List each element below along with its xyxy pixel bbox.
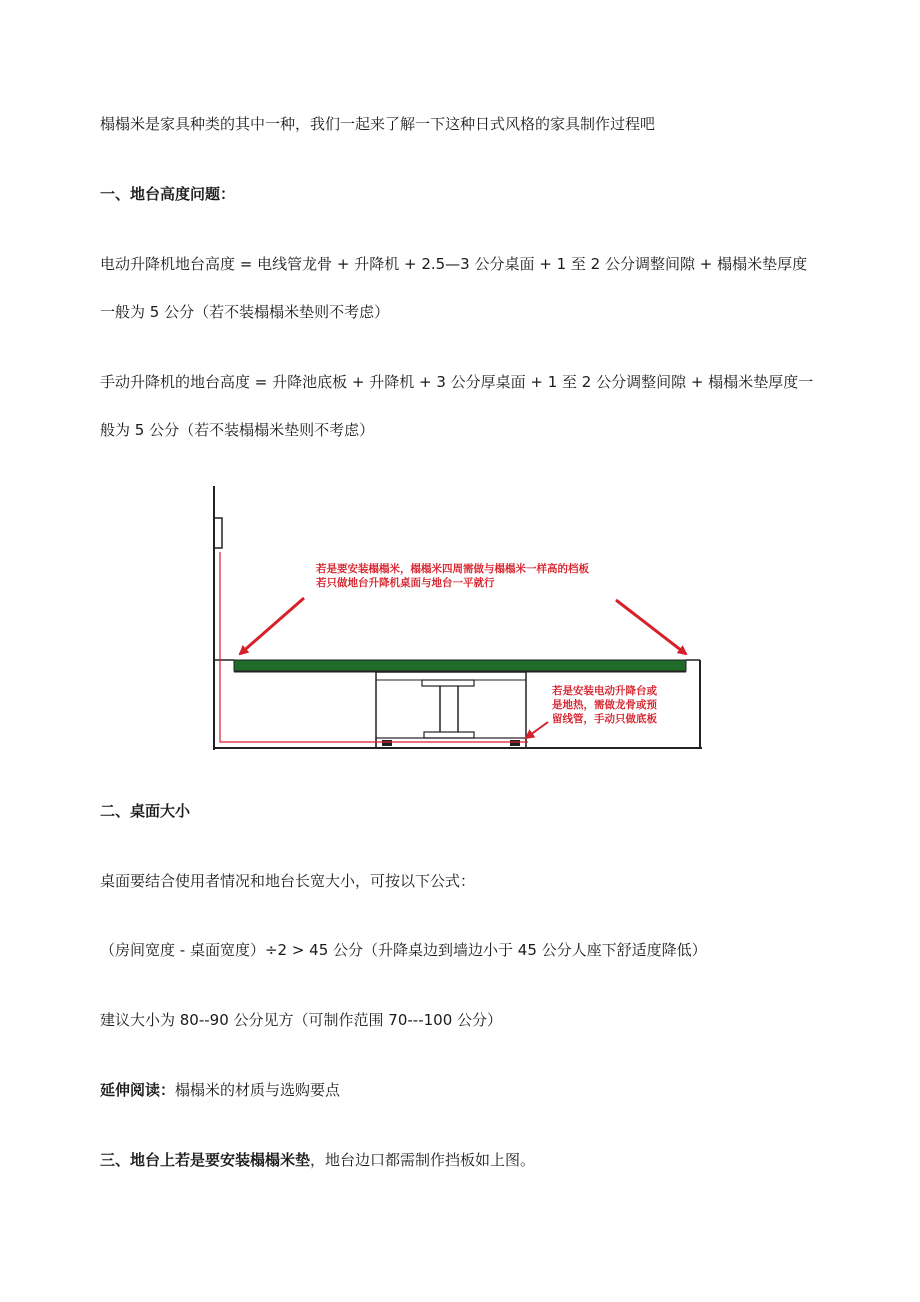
note-right-line2: 是地热，需做龙骨或预: [552, 699, 657, 711]
section2-paragraph1: 桌面要结合使用者情况和地台长宽大小，可按以下公式：: [100, 872, 476, 890]
lift-top-plate: [422, 680, 474, 686]
electric-formula-line1: 电动升降机地台高度 = 电线管龙骨 + 升降机 + 2.5—3 公分桌面 + 1 至 2 公分调整间隙 + 榻榻米垫厚度: [100, 255, 808, 273]
lift-foot-left: [382, 740, 392, 746]
manual-formula-line1: 手动升降机的地台高度 = 升降池底板 + 升降机 + 3 公分厚桌面 + 1 至 2 公分调整间隙 + 榻榻米垫厚度一: [100, 373, 814, 391]
further-reading-link[interactable]: 榻榻米的材质与选购要点: [175, 1081, 341, 1099]
wall-switch: [214, 518, 222, 548]
section2-recommendation: 建议大小为 80--90 公分见方（可制作范围 70---100 公分）: [100, 1011, 503, 1029]
note-right-line1: 若是安装电动升降台或: [552, 685, 657, 697]
section2-heading: 二、桌面大小: [100, 802, 191, 820]
tatami-layer: [234, 660, 686, 671]
lift-floor-plate: [376, 738, 526, 748]
intro-paragraph: 榻榻米是家具种类的其中一种，我们一起来了解一下这种日式风格的家具制作过程吧: [100, 115, 656, 133]
section3-heading: [100, 1150, 535, 1170]
electric-formula-line2: 一般为 5 公分（若不装榻榻米垫则不考虑）: [100, 303, 390, 321]
note-top-line1: 若是要安装榻榻米，榻榻米四周需做与榻榻米一样高的档板: [316, 563, 589, 575]
section3-heading-rest: ，地台边口都需制作挡板如上图。: [310, 1151, 536, 1169]
platform-cross-section-diagram: [208, 482, 708, 754]
note-right-line3: 留线管，手动只做底板: [552, 713, 657, 725]
further-reading: [100, 1080, 340, 1100]
section3-heading-bold: 三、地台上若是要安装榻榻米垫: [100, 1151, 311, 1169]
arrow-left: [240, 598, 304, 654]
further-reading-label: 延伸阅读：: [100, 1081, 176, 1099]
manual-formula-line2: 般为 5 公分（若不装榻榻米垫则不考虑）: [100, 421, 375, 439]
lift-foot-right: [510, 740, 520, 746]
arrow-right: [616, 600, 686, 654]
arrow-bottom: [526, 722, 548, 738]
lift-base-plate: [424, 732, 474, 738]
section2-formula: （房间宽度 - 桌面宽度）÷2 > 45 公分（升降桌边到墙边小于 45 公分人座下舒适度降低）: [100, 941, 707, 959]
lift-pit: [376, 672, 526, 748]
section1-heading: 一、地台高度问题：: [100, 185, 236, 203]
note-top-line2: 若只做地台升降机桌面与地台一平就行: [316, 577, 495, 589]
